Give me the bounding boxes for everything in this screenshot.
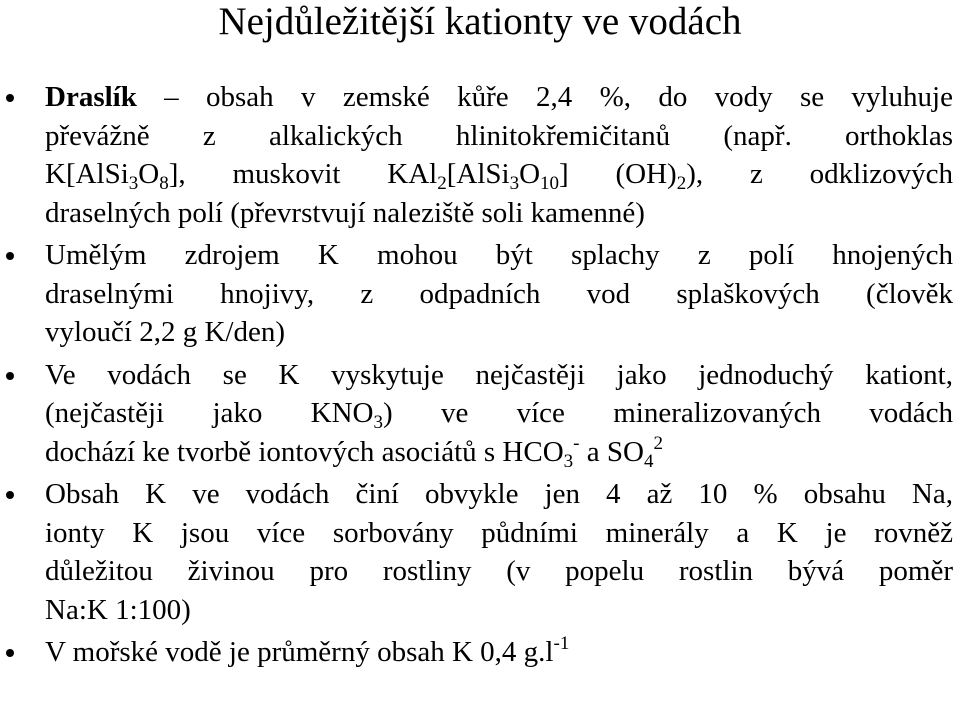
bullet-item — [0, 236, 960, 352]
text-run: ], muskovit KAl — [168, 158, 438, 190]
text-run: draselných polí (převrstvují naleziště soli kamenné) — [45, 196, 645, 229]
bullet-line — [45, 552, 953, 591]
bullet-dot-icon — [6, 94, 14, 102]
bullet-item — [0, 78, 960, 232]
text-run: Na:K 1:100) — [45, 593, 191, 626]
text-run: Umělým zdrojem K mohou být splachy z polí hnojených — [45, 239, 953, 271]
bullet-line — [45, 475, 953, 514]
subscript: 3 — [373, 412, 383, 433]
text-run: Obsah K ve vodách činí obvykle jen 4 až 10 % obsahu Na, — [45, 478, 953, 510]
subscript: 10 — [540, 173, 560, 194]
text-run: draselnými hnojivy, z odpadních vod splaškových (člověk — [45, 277, 953, 310]
bullet-line — [45, 236, 953, 275]
bullet-text — [45, 78, 953, 232]
bullet-line — [45, 117, 953, 156]
bullet-line — [45, 633, 953, 672]
bullet-line — [45, 514, 953, 553]
superscript: 2 — [653, 432, 663, 454]
bullet-dot-icon — [6, 491, 14, 499]
bullet-line — [45, 591, 953, 630]
bullet-dot-icon — [6, 252, 14, 260]
bullet-line — [45, 155, 953, 194]
text-run: ), z odklizových — [686, 158, 953, 190]
text-run: Ve vodách se K vyskytuje nejčastěji jako jednoduchý kationt, — [45, 358, 953, 391]
text-run: V mořské vodě je průměrný obsah K 0,4 g.l — [45, 636, 554, 668]
bullet-text — [45, 633, 953, 672]
text-run: ionty K jsou více sorbovány půdními minerály a K je rovněž — [45, 516, 953, 549]
bullet-line — [45, 394, 953, 433]
bullet-item — [0, 356, 960, 472]
text-run: – obsah v zemské kůře 2,4 %, do vody se vyluhuje — [136, 81, 953, 113]
bullet-line — [45, 275, 953, 314]
bullet-text — [45, 356, 953, 472]
text-run: (nejčastěji jako KNO — [45, 397, 374, 429]
bold-term: Draslík — [45, 81, 137, 113]
text-run: K[AlSi — [45, 158, 129, 190]
text-run: důležitou živinou pro rostliny (v popelu rostlin bývá poměr — [45, 555, 953, 587]
bullet-line — [45, 313, 953, 352]
text-run: O — [519, 158, 541, 190]
slide-title: Nejdůležitější kationty ve vodách — [218, 0, 742, 43]
bullet-text — [45, 236, 953, 352]
bullet-dot-icon — [6, 372, 14, 380]
subscript: 2 — [676, 173, 687, 194]
bullet-dot-icon — [6, 649, 14, 657]
bullet-line — [45, 194, 953, 233]
subscript: 3 — [563, 450, 574, 472]
text-run: [AlSi — [446, 158, 510, 190]
text-run: ] (OH) — [559, 158, 677, 190]
text-run: vyloučí 2,2 g K/den) — [45, 316, 286, 348]
bullet-item — [0, 475, 960, 629]
bullet-line — [45, 356, 953, 395]
subscript: 8 — [159, 173, 169, 194]
superscript: -1 — [553, 633, 570, 654]
text-run: dochází ke tvorbě iontových asociátů s HCO — [45, 435, 564, 468]
subscript: 4 — [643, 450, 654, 472]
bullet-line — [45, 78, 953, 117]
subscript: 2 — [437, 173, 447, 194]
bullet-text — [45, 475, 953, 629]
text-run: O — [138, 158, 160, 190]
bullet-line — [45, 433, 953, 472]
subscript: 3 — [509, 173, 520, 194]
text-run: ) ve více mineralizovaných vodách — [383, 397, 953, 429]
text-run: převážně z alkalických hlinitokřemičitanů (např. orthoklas — [45, 119, 953, 152]
subscript: 3 — [128, 173, 139, 194]
superscript: - — [573, 432, 580, 454]
bullet-list — [0, 78, 960, 676]
text-run: a SO — [579, 435, 644, 468]
bullet-item — [0, 633, 960, 672]
